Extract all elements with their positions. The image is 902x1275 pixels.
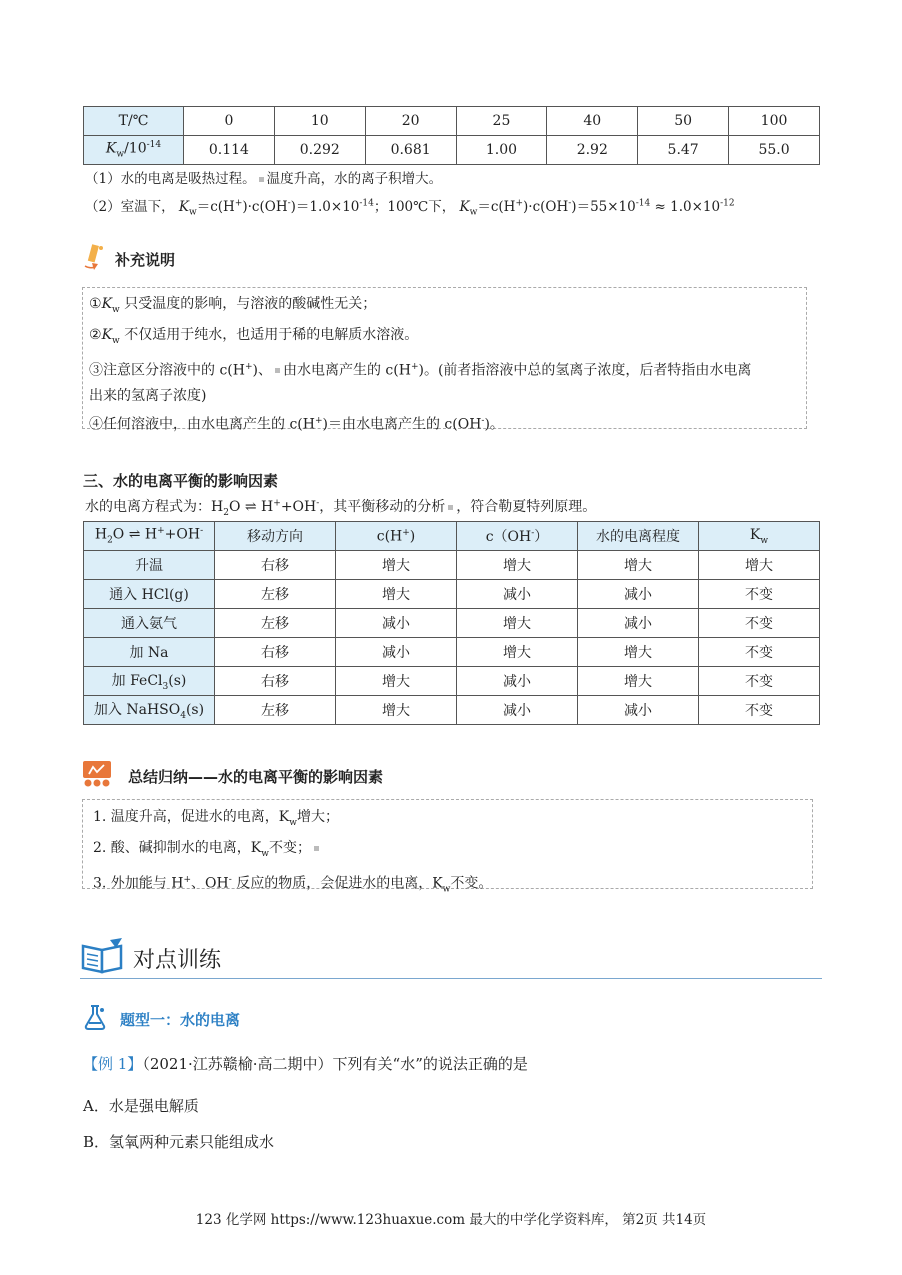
kw-cell: 0.681 bbox=[365, 136, 456, 165]
question-type-title: 题型一：水的电离 bbox=[120, 1011, 241, 1029]
row-label: 加 Na bbox=[84, 638, 215, 667]
summary-teacher-icon bbox=[82, 760, 112, 788]
supplement-item: ③注意区分溶液中的 c(H+)、 由水电离产生的 c(H+)。(前者指溶液中总的氢离子浓度，后者特指由水电离 bbox=[89, 361, 752, 379]
summary-item: 3. 外加能与 H+、OH- 反应的物质，会促进水的电离，$K_w$不变。 bbox=[93, 874, 493, 895]
kw-cell: 2.92 bbox=[547, 136, 638, 165]
factor-header: $K_w$ bbox=[699, 522, 820, 551]
cell: 增大 bbox=[336, 551, 457, 580]
page-footer: 123 化学网 https://www.123huaxue.com 最大的中学化学资料库， 第2页 共14页 bbox=[195, 1212, 707, 1228]
cell: 不变 bbox=[699, 638, 820, 667]
cell: 增大 bbox=[336, 667, 457, 696]
supplement-item: ④任何溶液中，由水电离产生的 c(H+)＝由水电离产生的 c(OH-)。 bbox=[89, 416, 504, 433]
option-b[interactable]: B．氢氧两种元素只能组成水 bbox=[83, 1133, 275, 1151]
example-tag: 【例 1】 bbox=[83, 1055, 143, 1073]
temp-cell: 100 bbox=[729, 107, 820, 136]
cell: 增大 bbox=[578, 638, 699, 667]
note-1: （1）水的电离是吸热过程。 温度升高，水的离子积增大。 bbox=[85, 171, 443, 187]
cell: 减小 bbox=[578, 609, 699, 638]
cell: 增大 bbox=[457, 551, 578, 580]
temp-cell: 50 bbox=[638, 107, 729, 136]
cell: 右移 bbox=[215, 667, 336, 696]
row-label: 通入 HCl(g) bbox=[84, 580, 215, 609]
kw-cell: 1.00 bbox=[456, 136, 547, 165]
example-1 bbox=[83, 1053, 528, 1074]
cell: 增大 bbox=[578, 551, 699, 580]
supplement-item: $②K_w$ 不仅适用于纯水，也适用于稀的电解质水溶液。 bbox=[89, 327, 419, 347]
flask-icon bbox=[82, 1003, 108, 1031]
cell: 右移 bbox=[215, 551, 336, 580]
mark-icon bbox=[259, 177, 264, 182]
temp-cell: 0 bbox=[184, 107, 275, 136]
section3-intro: 水的电离方程式为：$H_2O$ ⇌ H++OH-，其平衡移动的分析 ，符合勒夏特列原理。 bbox=[85, 498, 597, 518]
temp-cell: 10 bbox=[274, 107, 365, 136]
factor-header: $H_2O$ ⇌ H++OH- bbox=[84, 522, 215, 551]
option-a[interactable]: A．水是强电解质 bbox=[83, 1097, 199, 1115]
cell: 减小 bbox=[457, 667, 578, 696]
training-title: 对点训练 bbox=[133, 948, 222, 973]
cell: 增大 bbox=[457, 609, 578, 638]
cell: 减小 bbox=[336, 609, 457, 638]
kw-cell: 55.0 bbox=[729, 136, 820, 165]
cell: 减小 bbox=[578, 580, 699, 609]
cell: 增大 bbox=[457, 638, 578, 667]
row-label: 加 FeCl$_3$(s) bbox=[84, 667, 215, 696]
cell: 减小 bbox=[457, 580, 578, 609]
factor-header: 移动方向 bbox=[215, 522, 336, 551]
cell: 不变 bbox=[699, 580, 820, 609]
kw-temperature-table bbox=[83, 106, 820, 165]
cell: 增大 bbox=[336, 580, 457, 609]
row-label: 升温 bbox=[84, 551, 215, 580]
table-row bbox=[84, 580, 820, 609]
note-2: （2）室温下， $K_w=c(H^+)\cdot c(OH^-)=1.0\times 10^{-14}$；100℃下， $K_w=c(H^+)\cdot c(OH^-)=55\times 10^{-14} \approx 1.0\times 10^{-12}$ bbox=[85, 198, 735, 218]
cell: 减小 bbox=[457, 696, 578, 725]
kw-cell: 0.114 bbox=[184, 136, 275, 165]
kw-cell: 0.292 bbox=[274, 136, 365, 165]
factor-table bbox=[83, 521, 820, 725]
supplement-item: $①K_w$ 只受温度的影响，与溶液的酸碱性无关； bbox=[89, 296, 377, 315]
factor-header: c(H+) bbox=[336, 522, 457, 551]
cell: 不变 bbox=[699, 667, 820, 696]
cell: 增大 bbox=[578, 667, 699, 696]
table-row bbox=[84, 696, 820, 725]
table-row bbox=[84, 638, 820, 667]
cell: 不变 bbox=[699, 696, 820, 725]
temp-cell: 20 bbox=[365, 107, 456, 136]
cell: 增大 bbox=[699, 551, 820, 580]
cell: 减小 bbox=[578, 696, 699, 725]
table-row bbox=[84, 609, 820, 638]
row-label: 加入 NaHSO$_4$(s) bbox=[84, 696, 215, 725]
summary-item: 1. 温度升高，促进水的电离，$K_w$增大； bbox=[93, 809, 339, 828]
book-icon bbox=[80, 936, 126, 976]
supplement-title: 补充说明 bbox=[115, 251, 176, 269]
table-row bbox=[84, 551, 820, 580]
kw-cell: 5.47 bbox=[638, 136, 729, 165]
cell: 左移 bbox=[215, 696, 336, 725]
section3-title: 三、水的电离平衡的影响因素 bbox=[83, 472, 279, 490]
summary-box bbox=[82, 799, 813, 895]
pencil-icon bbox=[82, 243, 106, 271]
cell: 增大 bbox=[336, 696, 457, 725]
factor-header: c（OH-） bbox=[457, 522, 578, 551]
table-row bbox=[84, 667, 820, 696]
supplement-item: 出来的氢离子浓度) bbox=[89, 387, 207, 404]
cell: 右移 bbox=[215, 638, 336, 667]
temp-cell: 40 bbox=[547, 107, 638, 136]
cell: 不变 bbox=[699, 609, 820, 638]
kw-table-header-kw: $K_w/10^{-14}$ bbox=[84, 136, 184, 165]
cell: 减小 bbox=[336, 638, 457, 667]
kw-table-header-t: T/℃ bbox=[84, 107, 184, 136]
summary-title: 总结归纳——水的电离平衡的影响因素 bbox=[128, 768, 384, 786]
cell: 左移 bbox=[215, 609, 336, 638]
cell: 左移 bbox=[215, 580, 336, 609]
summary-item: 2. 酸、碱抑制水的电离，$K_w$不变； bbox=[93, 836, 802, 867]
temp-cell: 25 bbox=[456, 107, 547, 136]
supplement-box bbox=[82, 287, 807, 433]
row-label: 通入氨气 bbox=[84, 609, 215, 638]
example-text: （2021·江苏赣榆·高二期中）下列有关“水”的说法正确的是 bbox=[142, 1055, 528, 1073]
factor-header: 水的电离程度 bbox=[578, 522, 699, 551]
